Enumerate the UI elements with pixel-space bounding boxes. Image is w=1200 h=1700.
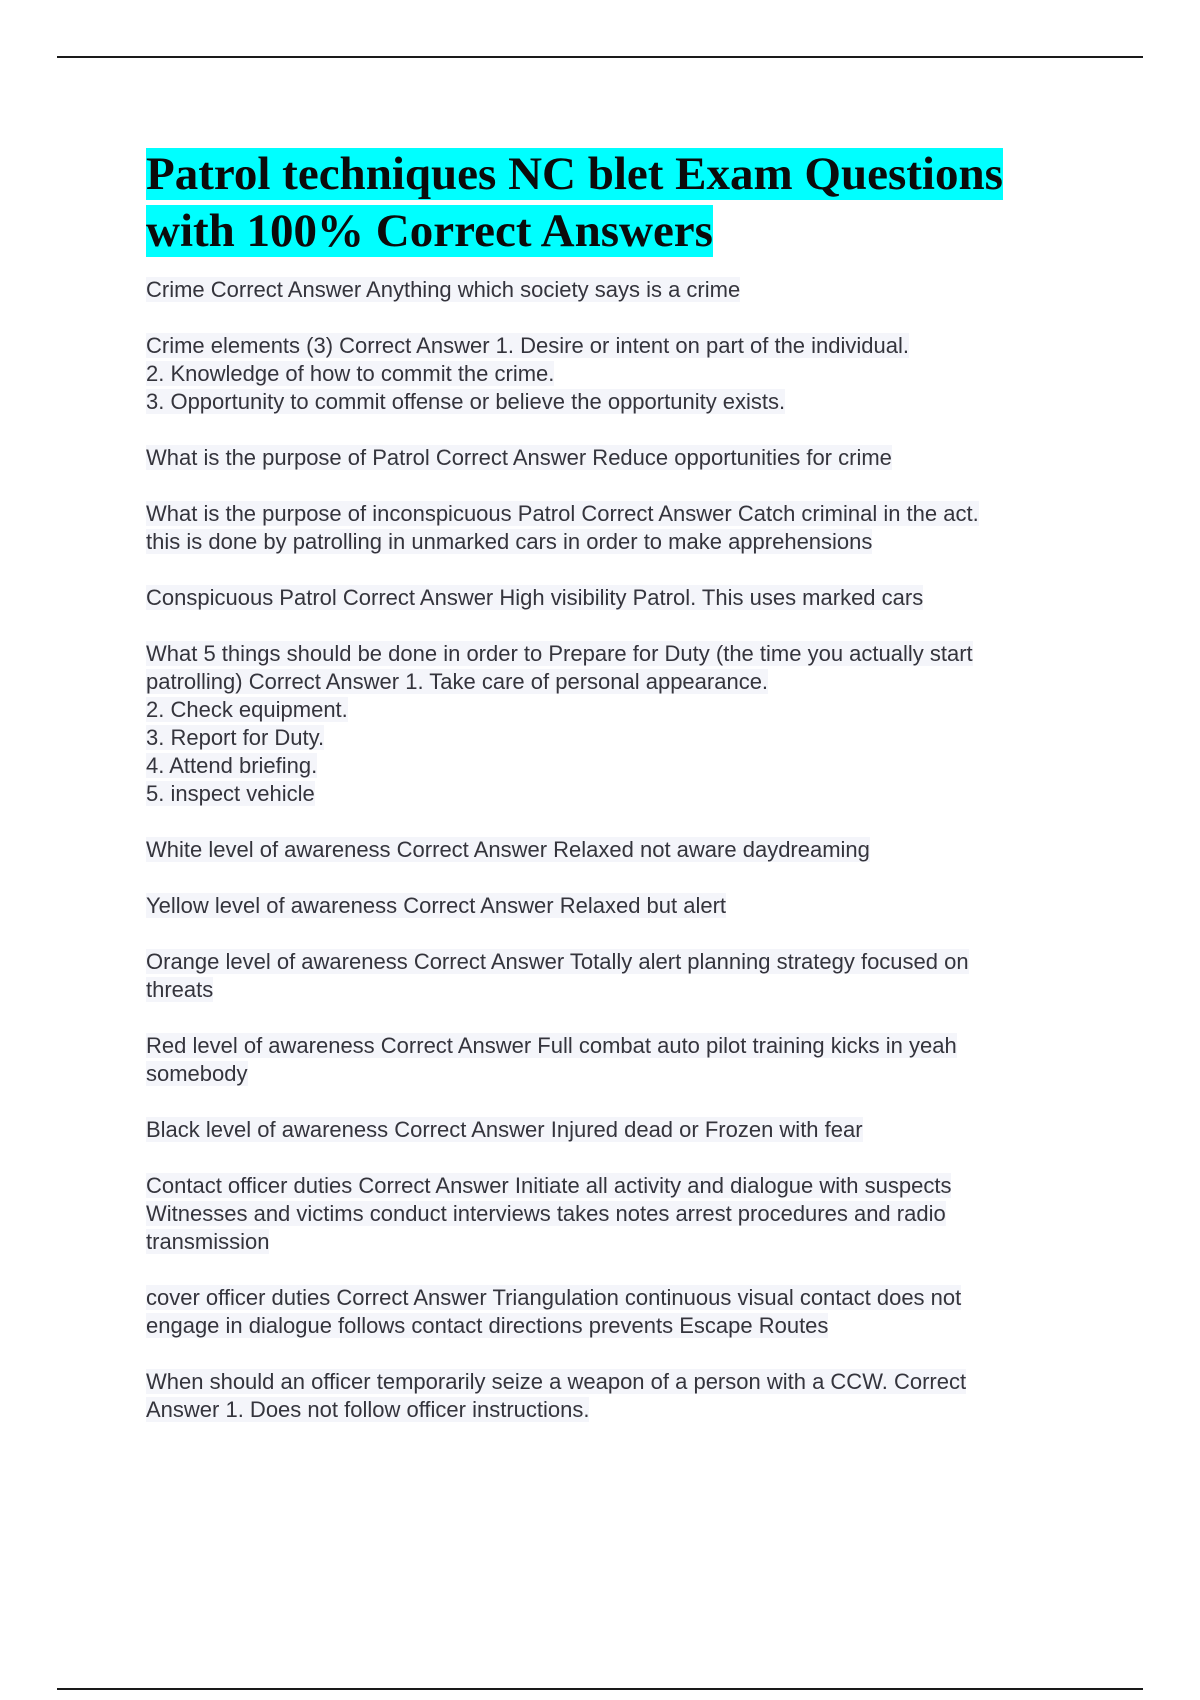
title-line-1: Patrol techniques NC blet Exam Questions (146, 148, 1003, 200)
qa-entry (146, 1116, 1076, 1144)
qa-entry-text: Orange level of awareness Correct Answer Totally alert planning strategy focused on threats (146, 949, 969, 1002)
qa-entry-text: What is the purpose of Patrol Correct Answer Reduce opportunities for crime (146, 445, 892, 470)
qa-entry (146, 332, 1076, 416)
qa-entry (146, 500, 1076, 556)
qa-entry (146, 892, 1076, 920)
qa-entry-text: Conspicuous Patrol Correct Answer High visibility Patrol. This uses marked cars (146, 585, 924, 610)
qa-entry (146, 276, 1076, 304)
qa-entry-text: Contact officer duties Correct Answer Initiate all activity and dialogue with suspects Witnesses and victims conduct interviews takes notes arrest procedures and radio transmission (146, 1173, 952, 1254)
qa-entry-text: Black level of awareness Correct Answer Injured dead or Frozen with fear (146, 1117, 863, 1142)
qa-entry-text: cover officer duties Correct Answer Triangulation continuous visual contact does not engage in dialogue follows contact directions prevents Escape Routes (146, 1285, 962, 1338)
document-title (146, 146, 1076, 260)
qa-entry (146, 948, 1076, 1004)
qa-entry-text: What is the purpose of inconspicuous Patrol Correct Answer Catch criminal in the act. this is done by patrolling in unmarked cars in order to make apprehensions (146, 501, 979, 554)
qa-entry-text: Crime Correct Answer Anything which society says is a crime (146, 277, 741, 302)
qa-entry-text: What 5 things should be done in order to Prepare for Duty (the time you actually start patrolling) Correct Answer 1. Take care of personal appearance. 2. Check equipment. 3. Report for Duty. 4. Attend briefing. 5. inspect vehicle (146, 641, 973, 806)
qa-entry (146, 1032, 1076, 1088)
title-line-2: with 100% Correct Answers (146, 205, 713, 257)
qa-entry (146, 1172, 1076, 1256)
qa-entry-text: Yellow level of awareness Correct Answer Relaxed but alert (146, 893, 727, 918)
document-body (146, 146, 1076, 1452)
qa-entry (146, 1284, 1076, 1340)
qa-entry (146, 640, 1076, 808)
qa-entry-text: White level of awareness Correct Answer Relaxed not aware daydreaming (146, 837, 870, 862)
qa-entry-text: Crime elements (3) Correct Answer 1. Desire or intent on part of the individual. 2. Knowledge of how to commit the crime. 3. Opportunity to commit offense or believe the opportunity exists. (146, 333, 909, 414)
qa-entry (146, 1368, 1076, 1424)
qa-entry (146, 444, 1076, 472)
qa-entry-text: When should an officer temporarily seize a weapon of a person with a CCW. Correct Answer 1. Does not follow officer instructions. (146, 1369, 967, 1422)
top-rule (57, 56, 1143, 58)
bottom-rule (57, 1688, 1143, 1690)
qa-entry (146, 584, 1076, 612)
qa-entry-text: Red level of awareness Correct Answer Full combat auto pilot training kicks in yeah somebody (146, 1033, 957, 1086)
qa-entry (146, 836, 1076, 864)
